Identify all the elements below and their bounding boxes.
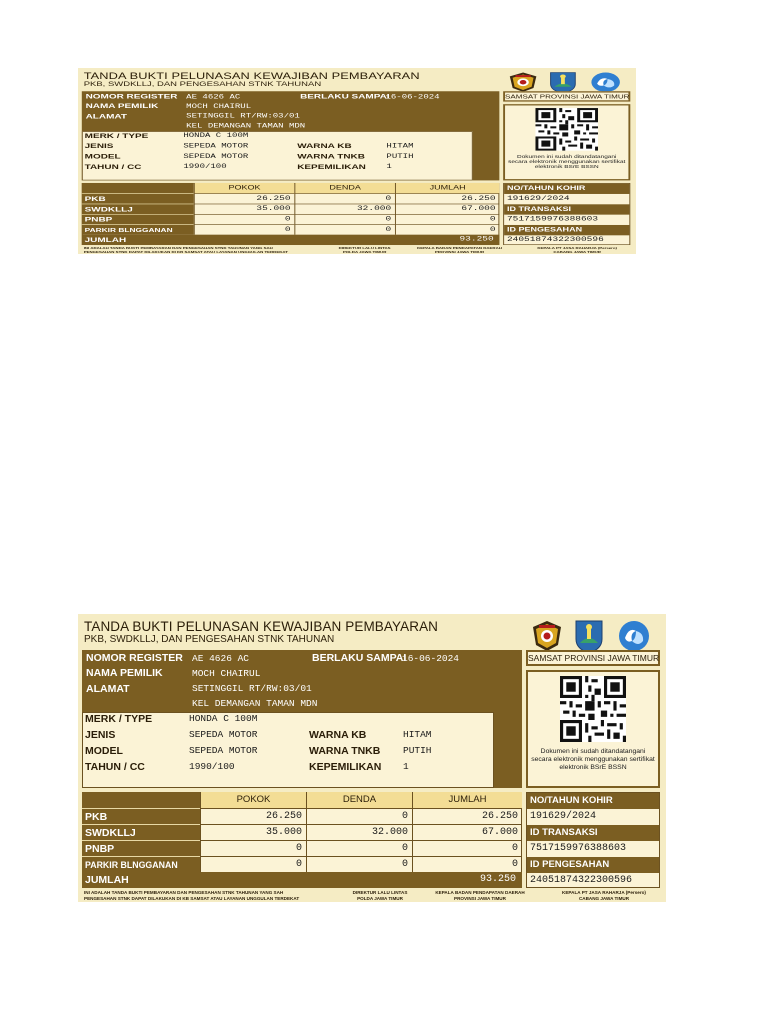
bapenda-line-2: PROVINSI JAWA TIMUR: [434, 249, 485, 254]
receipt-subtitle: PKB, SWDKLLJ, DAN PENGESAHAN STNK TAHUNAN: [84, 634, 335, 645]
payment-header-blank: [82, 792, 200, 808]
total-value: 93.250: [479, 874, 516, 885]
payment-table: [82, 183, 500, 245]
jenis-label: JENIS: [85, 729, 116, 741]
qr-panel: [503, 104, 630, 180]
footer-bapenda: [430, 890, 530, 901]
warna-tnkb-label: WARNA TNKB: [297, 152, 365, 161]
cell-pnbp-pokok: 0: [200, 840, 306, 856]
row-label-pnbp: PNBP: [82, 214, 194, 224]
merk-label: MERK / TYPE: [84, 131, 149, 140]
receipt-title: TANDA BUKTI PELUNASAN KEWAJIBAN PEMBAYARAN: [83, 71, 420, 81]
jasaraharja-line-2: CABANG JAWA TIMUR: [578, 895, 630, 901]
receipt-thumbnail: [78, 68, 636, 254]
samsat-label: SAMSAT PROVINSI JAWA TIMUR: [505, 93, 630, 100]
warna-tnkb-value: PUTIH: [386, 152, 414, 160]
warna-kb-label: WARNA KB: [297, 142, 352, 151]
police-emblem-icon: [507, 71, 539, 93]
cell-pkb-pokok: 26.250: [194, 193, 295, 203]
jasaraharja-line-1: KEPALA PT JASA RAHARJA (Persero): [562, 890, 646, 895]
pengesahan-value: 240518743223005​96: [530, 875, 633, 886]
cell-parkir-pokok: 0: [200, 856, 306, 872]
vehicle-details-panel: [82, 712, 494, 788]
cell-parkir-denda: 0: [294, 224, 395, 234]
model-label: MODEL: [85, 745, 123, 757]
owner-label: NAMA PEMILIK: [85, 102, 159, 110]
cell-pnbp-jumlah: 0: [395, 214, 499, 224]
bapenda-line-2: PROVINSI JAWA TIMUR: [454, 895, 506, 901]
jasa-raharja-logo-icon: [589, 71, 623, 93]
jasaraharja-line-1: KEPALA PT JASA RAHARJA (Persero): [537, 246, 617, 250]
cell-swdkllj-pokok: 35.000: [194, 204, 295, 214]
column-header-pokok: POKOK: [194, 183, 295, 193]
cell-pnbp-pokok: 0: [194, 214, 295, 224]
cell-pnbp-jumlah: 0: [412, 840, 522, 856]
register-value: AE 4626 AC: [192, 653, 250, 664]
merk-label: MERK / TYPE: [85, 713, 153, 725]
model-value: SEPEDA MOTOR: [183, 152, 249, 160]
footer-dirlantas: [340, 890, 420, 901]
cell-parkir-pokok: 0: [194, 224, 295, 234]
kohir-label: NO/TAHUN KOHIR: [527, 793, 659, 809]
column-header-jumlah: JUMLAH: [395, 183, 499, 193]
cell-swdkllj-denda: 32.000: [294, 204, 395, 214]
total-label: JUMLAH: [84, 235, 127, 244]
qr-signature-note: Dokumen ini sudah ditandatangani secara elektronik menggunakan sertifikat elektronik BSrE BSSN: [531, 748, 655, 771]
transaction-ids-panel: [503, 183, 630, 245]
warna-kb-label: WARNA KB: [309, 729, 367, 741]
cell-pnbp-denda: 0: [306, 840, 412, 856]
kepemilikan-label: KEPEMILIKAN: [297, 162, 366, 171]
column-header-jumlah: JUMLAH: [412, 792, 522, 808]
dirlantas-line-1: DIREKTUR LALU LINTAS: [338, 246, 391, 250]
bapenda-line-1: KEPALA BADAN PENDAPATAN DAERAH: [417, 246, 502, 250]
total-value: 93.250: [459, 235, 494, 244]
qr-panel: [526, 670, 660, 788]
owner-value: MOCH CHAIRUL: [192, 668, 261, 679]
cell-swdkllj-pokok: 35.000: [200, 824, 306, 840]
tahun-value: 1990/100: [183, 162, 227, 171]
address-line-2: KEL DEMANGAN TAMAN MDN: [192, 698, 318, 709]
register-label: NOMOR REGISTER: [85, 92, 178, 101]
footer-note-line-2: PENGESAHAN STNK DAPAT DILAKUKAN DI KB SAMSAT ATAU LAYANAN UNGGULAN TERDEKAT: [84, 895, 300, 901]
police-emblem-icon: [530, 619, 564, 653]
row-label-parkir: PARKIR BLNGGANAN: [82, 856, 200, 872]
cell-pkb-jumlah: 26.250: [395, 193, 499, 203]
cell-swdkllj-jumlah: 67.000: [395, 204, 499, 214]
pengesahan-label: ID PENGESAHAN: [504, 225, 629, 235]
warna-kb-value: HITAM: [386, 142, 414, 150]
tahun-label: TAHUN / CC: [84, 162, 142, 171]
transaksi-label: ID TRANSAKSI: [527, 825, 659, 841]
cell-pkb-pokok: 26.250: [200, 808, 306, 824]
owner-label: NAMA PEMILIK: [86, 667, 163, 679]
column-header-denda: DENDA: [294, 183, 395, 193]
cell-swdkllj-jumlah: 67.000: [412, 824, 522, 840]
kohir-label: NO/TAHUN KOHIR: [504, 184, 629, 194]
kepemilikan-value: 1: [386, 162, 392, 171]
footer-bapenda: [412, 246, 507, 253]
dirlantas-line-2: POLDA JAWA TIMUR: [342, 249, 387, 254]
footer-jasaraharja: [524, 246, 630, 253]
valid-until-value: 16-06-2024: [385, 93, 440, 101]
footer-note-line-1: INI ADALAH TANDA BUKTI PEMBAYARAN DAN PENGESAHAN STNK TAHUNAN YANG SAH: [84, 890, 284, 895]
valid-until-value: 16-06-2024: [402, 653, 460, 664]
footer-note-line-2: PENGESAHAN STNK DAPAT DILAKUKAN DI KB SAMSAT ATAU LAYANAN UNGGULAN TERDEKAT: [83, 249, 288, 254]
transaksi-label: ID TRANSAKSI: [504, 204, 629, 214]
merk-value: HONDA C 100M: [183, 131, 249, 140]
cell-pkb-jumlah: 26.250: [412, 808, 522, 824]
cell-pkb-denda: 0: [306, 808, 412, 824]
dirlantas-line-1: DIREKTUR LALU LINTAS: [352, 890, 408, 895]
row-label-parkir: PARKIR BLNGGANAN: [82, 224, 194, 234]
row-label-swdkllj: SWDKLLJ: [82, 204, 194, 214]
receipt-subtitle: PKB, SWDKLLJ, DAN PENGESAHAN STNK TAHUNAN: [83, 80, 322, 89]
address-line-2: KEL DEMANGAN TAMAN MDN: [186, 122, 306, 130]
qr-code-icon: [560, 676, 626, 742]
receipt-template: [78, 68, 636, 254]
receipt-header: [84, 620, 504, 645]
footer-note: [84, 890, 299, 901]
jenis-value: SEPEDA MOTOR: [189, 729, 258, 740]
bapenda-line-1: KEPALA BADAN PENDAPATAN DAERAH: [435, 890, 525, 895]
row-label-pkb: PKB: [82, 808, 200, 824]
receipt-template: [78, 614, 666, 902]
kepemilikan-label: KEPEMILIKAN: [309, 761, 382, 773]
vehicle-details-panel: [82, 131, 473, 180]
row-label-pkb: PKB: [82, 193, 194, 203]
cell-parkir-denda: 0: [306, 856, 412, 872]
register-label: NOMOR REGISTER: [86, 652, 183, 664]
cell-pkb-denda: 0: [294, 193, 395, 203]
column-header-denda: DENDA: [306, 792, 412, 808]
footer-dirlantas: [327, 246, 403, 253]
model-label: MODEL: [84, 152, 121, 161]
warna-tnkb-value: PUTIH: [403, 745, 432, 756]
jasa-raharja-logo-icon: [616, 619, 652, 653]
valid-until-label: BERLAKU SAMPAI: [312, 652, 407, 664]
jasaraharja-line-2: CABANG JAWA TIMUR: [553, 249, 601, 254]
footer-note: [84, 246, 288, 253]
row-label-swdkllj: SWDKLLJ: [82, 824, 200, 840]
valid-until-label: BERLAKU SAMPAI: [300, 92, 390, 101]
address-label: ALAMAT: [86, 683, 130, 695]
row-label-pnbp: PNBP: [82, 840, 200, 856]
transaksi-value: 7517159976388603: [506, 215, 599, 224]
tahun-label: TAHUN / CC: [85, 761, 145, 773]
address-line-1: SETINGGIL RT/RW:03/01: [192, 683, 312, 694]
total-label: JUMLAH: [85, 874, 129, 886]
samsat-label: SAMSAT PROVINSI JAWA TIMUR: [526, 650, 660, 666]
kohir-value: 191629/2024: [530, 811, 597, 822]
receipt-main: [78, 614, 666, 902]
transaction-ids-panel: [526, 792, 660, 888]
address-line-1: SETINGGIL RT/RW:03/01: [186, 112, 300, 120]
footer-jasaraharja: [548, 890, 660, 901]
receipt-title: TANDA BUKTI PELUNASAN KEWAJIBAN PEMBAYARAN: [84, 619, 439, 634]
pengesahan-label: ID PENGESAHAN: [527, 857, 659, 873]
qr-signature-note: Dokumen ini sudah ditandatangani secara elektronik menggunakan sertifikat elektronik BSrE BSSN: [508, 154, 626, 170]
qr-code-icon: [535, 108, 598, 151]
receipt-header: [84, 72, 483, 88]
warna-kb-value: HITAM: [403, 729, 432, 740]
payment-header-blank: [82, 183, 194, 193]
jenis-label: JENIS: [84, 142, 114, 151]
footer-note-line-1: INI ADALAH TANDA BUKTI PEMBAYARAN DAN PENGESAHAN STNK TAHUNAN YANG SAH: [83, 246, 273, 250]
warna-tnkb-label: WARNA TNKB: [309, 745, 381, 757]
pengesahan-value: 240518743223005​96: [506, 236, 604, 244]
owner-value: MOCH CHAIRUL: [186, 102, 252, 110]
cell-pnbp-denda: 0: [294, 214, 395, 224]
cell-swdkllj-denda: 32.000: [306, 824, 412, 840]
address-label: ALAMAT: [85, 112, 127, 121]
merk-value: HONDA C 100M: [189, 713, 258, 724]
payment-table: [82, 792, 522, 888]
cell-parkir-jumlah: 0: [395, 224, 499, 234]
tahun-value: 1990/100: [189, 761, 235, 772]
cell-parkir-jumlah: 0: [412, 856, 522, 872]
dirlantas-line-2: POLDA JAWA TIMUR: [357, 895, 403, 901]
kohir-value: 191629/2024: [506, 195, 570, 203]
payment-total-row: [82, 235, 500, 245]
transaksi-value: 7517159976388603: [530, 843, 627, 854]
register-value: AE 4626 AC: [186, 93, 241, 101]
jenis-value: SEPEDA MOTOR: [183, 142, 249, 150]
model-value: SEPEDA MOTOR: [189, 745, 258, 756]
kepemilikan-value: 1: [403, 761, 409, 772]
column-header-pokok: POKOK: [200, 792, 306, 808]
payment-total-row: [82, 872, 522, 888]
